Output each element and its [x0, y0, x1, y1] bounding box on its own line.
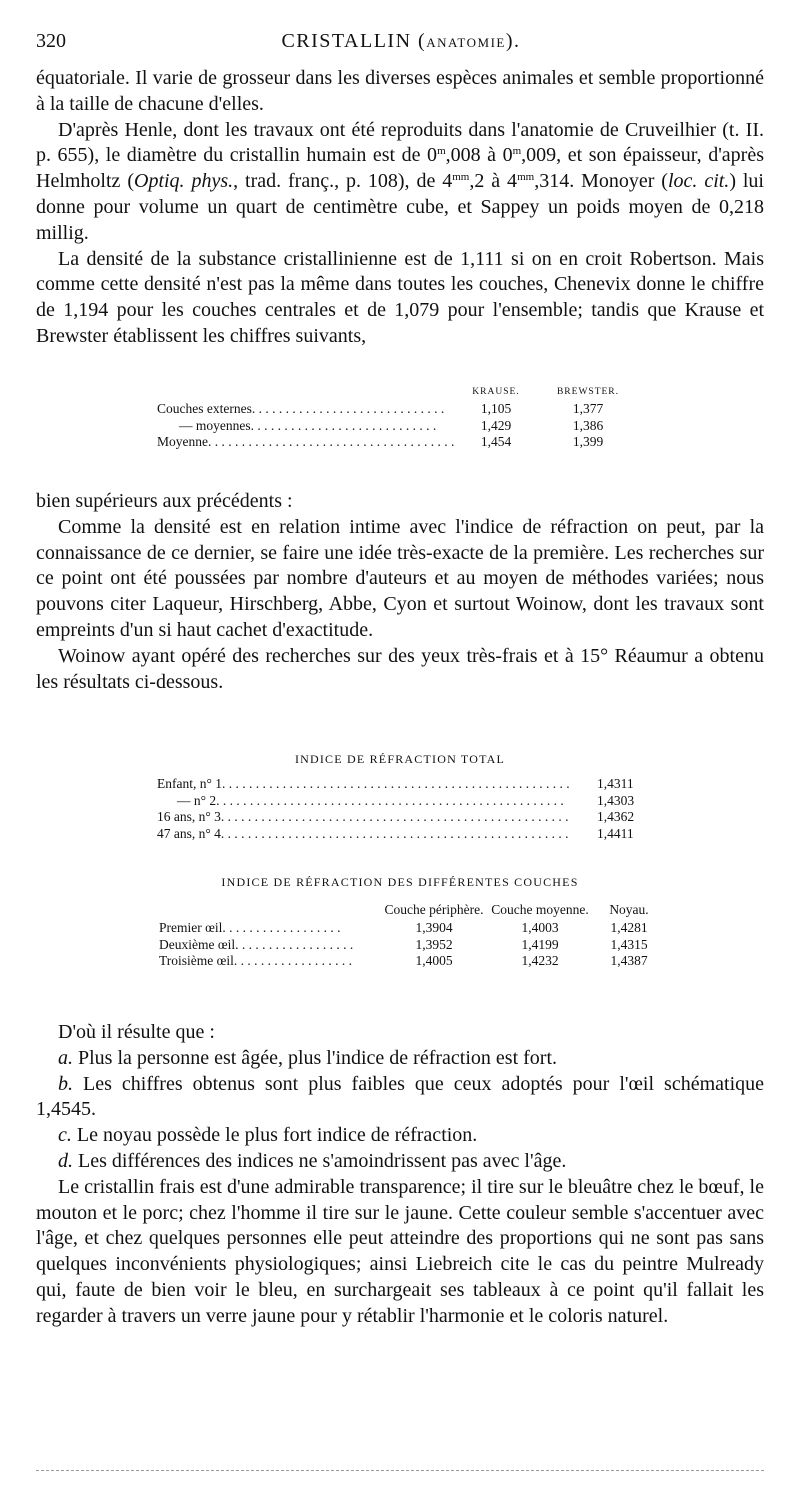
- paragraph-equatoriale: équatoriale. Il varie de grosseur dans les diverses espèces animales et semble proportionné à la taille de chacune d'elles.: [36, 67, 764, 115]
- paragraph-transparence: Le cristallin frais est d'une admirable transparence; il tire sur le bleuâtre chez le bœuf, le mouton et le porc; chez l'homme il tire sur le jaune. Cette couleur semble s'accentuer avec l'âge, et chez quelques personnes elle peut atteindre des proportions qui ne sont pas sans quelques inconvénients physiologiques; ainsi Liebreich cite le cas du peintre Mulready qui, faute de bien voir le bleu, en surchargeait ses tableaux à ce point qu'il fallait les regarder à travers un verre jaune pour y rétablir l'harmonie et le coloris naturel.: [36, 1175, 764, 1327]
- layers-refraction-table: [159, 901, 665, 970]
- table-row: Deuxième œil. . . 1,3952 1,4199 1,4315: [159, 937, 665, 954]
- bottom-rule: [36, 1470, 764, 1471]
- table-row: Troisième œil. . . 1,4005 1,4232 1,4387: [159, 953, 665, 970]
- column-header-krause: KRAUSE.: [472, 387, 520, 397]
- table-row: — moyennes. . . 1,429 1,386: [157, 418, 642, 435]
- running-head: [36, 30, 766, 60]
- table-row: 16 ans, n° 3. . . 1,4362: [157, 809, 634, 826]
- page-number: 320: [36, 30, 66, 52]
- table-row: Premier œil. . . 1,3904 1,4003 1,4281: [159, 920, 665, 937]
- list-item: d. Les différences des indices ne s'amoindrissent pas avec l'âge.: [58, 1149, 567, 1172]
- table-row: Enfant, n° 1. . . 1,4311: [157, 776, 634, 793]
- paragraph-indice: Comme la densité est en relation intime avec l'indice de réfraction on peut, par la connaissance de ce dernier, se faire une idée très-exacte de la première. Les recherches sur ce point ont été poussées par nombre d'auteurs et au moyen de méthodes variées; nous pouvons citer Laqueur, Hirschberg, Abbe, Cyon et surtout Woinow, dont les travaux sont empreints d'un si haut cachet d'exactitude.: [36, 515, 764, 641]
- column-header-nucleus: Noyau.: [609, 902, 649, 917]
- paragraph-henle: D'après Henle, dont les travaux ont été reproduits dans l'anatomie de Cruveilhier (t. II. p. 655), le diamètre du cristallin humain est de 0$^m$,008 à 0$^m$,009, et son épaisseur, d'après Helmholtz (Optiq. phys., trad. franç., p. 108), de $4^{mm},2$ à $4^{mm},314$. Monoyer (loc. cit.) lui donne pour volume un quart de centimètre cube, et Sappey un poids moyen de 0,218 millig.: [36, 118, 764, 244]
- table-row: 47 ans, n° 4. . . 1,4411: [157, 826, 634, 843]
- list-item: c. Le noyau possède le plus fort indice de réfraction.: [58, 1124, 478, 1147]
- column-header-peripheral: Couche périphère.: [384, 902, 484, 917]
- total-refraction-table: [157, 776, 634, 842]
- paragraph-densite: La densité de la substance cristallinienne est de 1,111 si on en croit Robertson. Mais comme cette densité n'est pas la même dans toutes les couches, Chenevix donne le chiffre de 1,194 pour les couches centrales et de 1,079 pour l'ensemble; tandis que Krause et Brewster établissent les chiffres suivants,: [36, 247, 764, 347]
- table-row: Moyenne. . . 1,454 1,399: [157, 434, 642, 451]
- paragraph-resulte: D'où il résulte que :: [58, 1021, 215, 1043]
- column-header-brewster: BREWSTER.: [556, 387, 620, 397]
- text-block-bottom: [36, 1020, 764, 1330]
- text-block-middle: [36, 489, 764, 695]
- list-item: b. Les chiffres obtenus sont plus faibles que ceux adoptés pour l'œil schématique 1,4545.: [36, 1072, 765, 1121]
- table-row: — n° 2. . . 1,4303: [157, 793, 634, 810]
- running-title-section: ANATOMIE: [426, 35, 506, 50]
- list-item: a. Plus la personne est âgée, plus l'indice de réfraction est fort.: [58, 1046, 558, 1069]
- layers-table-title: INDICE DE RÉFRACTION DES DIFFÉRENTES COUCHES: [221, 875, 579, 889]
- paragraph-woinow: Woinow ayant opéré des recherches sur des yeux très-frais et à 15° Réaumur a obtenu les résultats ci-dessous.: [36, 644, 764, 693]
- table-row: Couches externes. . . 1,105 1,377: [157, 401, 642, 418]
- paragraph-superieurs: bien supérieurs aux précédents :: [36, 490, 293, 512]
- density-table: [157, 387, 642, 451]
- total-table-title: INDICE DE RÉFRACTION TOTAL: [294, 752, 506, 766]
- text-block-top: [36, 66, 764, 350]
- column-header-middle: Couche moyenne.: [491, 902, 589, 917]
- running-title: CRISTALLIN (ANATOMIE).: [281, 30, 521, 52]
